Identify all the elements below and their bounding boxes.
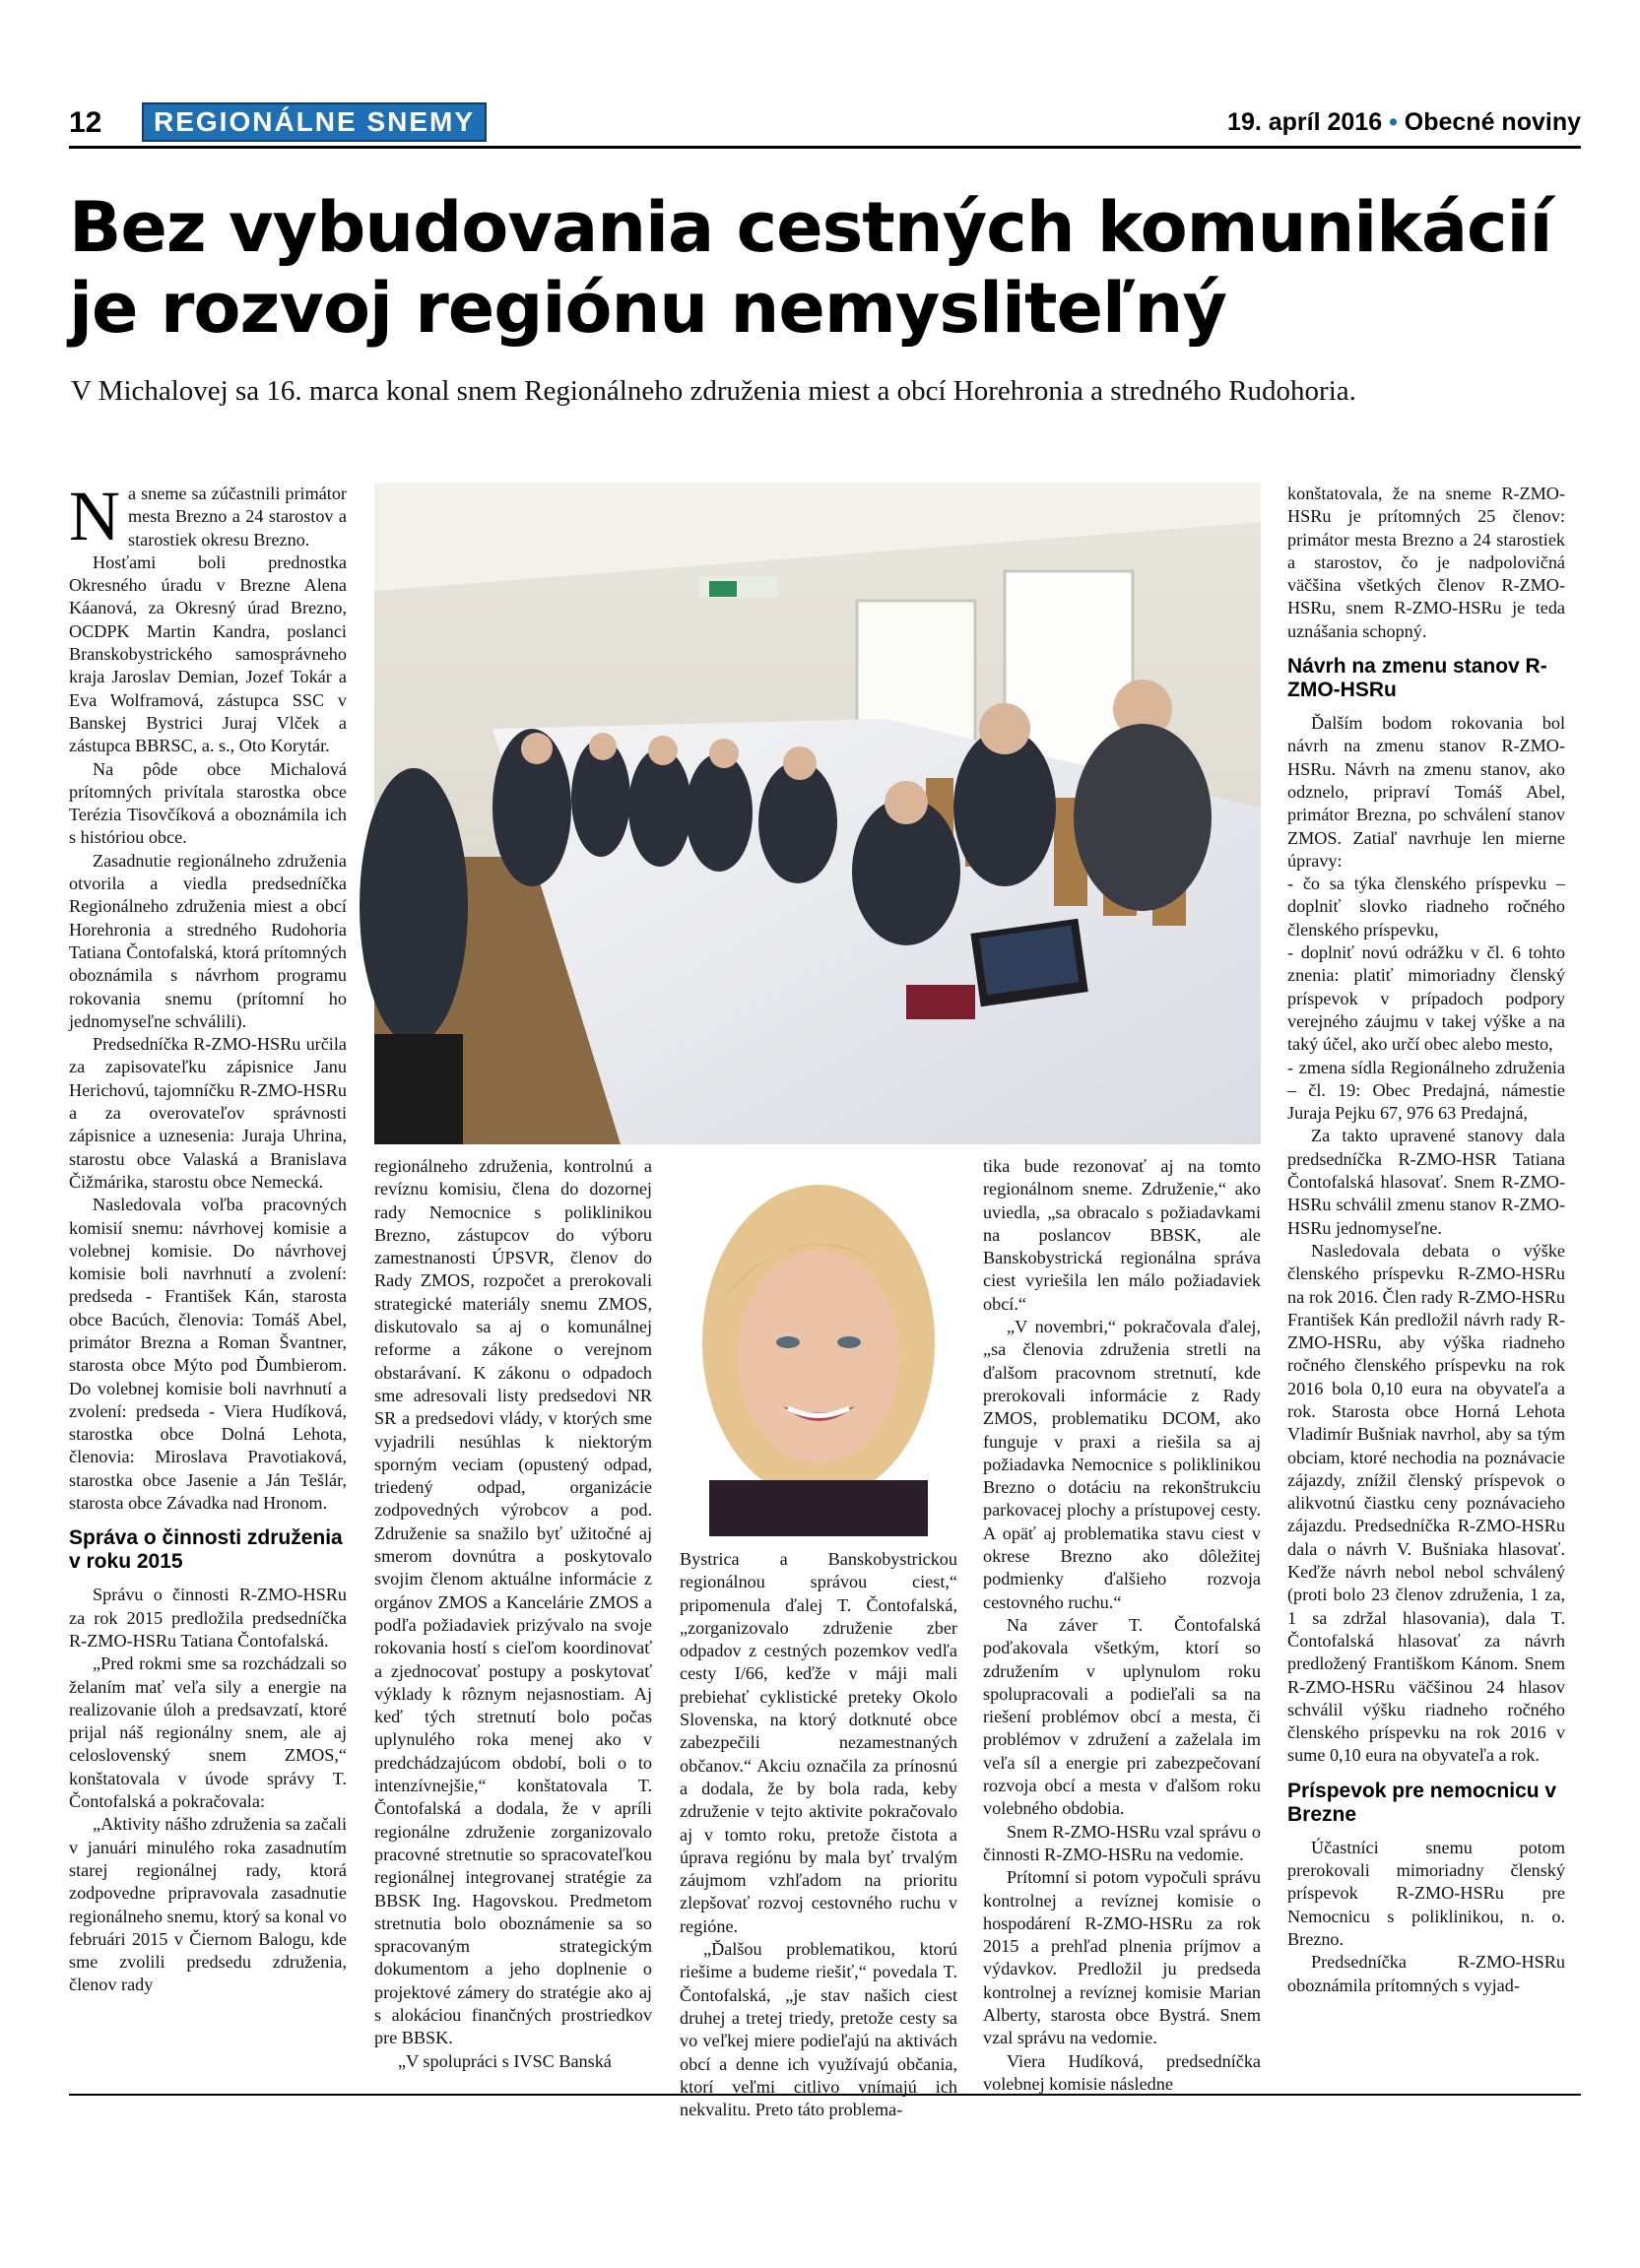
- list-item: - zmena sídla Regionálneho združenia – čl. 19: Obec Predajná, námestie Juraja Pejku 67, 976 63 Predajná,: [1287, 1057, 1565, 1124]
- subheading: Správa o činnosti združenia v roku 2015: [69, 1526, 343, 1574]
- date-text: 19. apríl 2016: [1227, 108, 1383, 136]
- paragraph: „V novembri,“ pokračovala ďalej, „sa členovia združenia stretli na ďalšom pracovnom stretnutí, kde prerokovali informácie z Rady ZMOS, problematiku DCOM, ako funguje v praxi a riešila sa aj požiadavka Nemocnice s poliklinikou Brezno o dotáciu na rekonštrukciu parkovacej plochy a prístupovej cesty. A opäť aj problematika stavu ciest v okrese Brezno ako dôležitej podmienky ďalšieho rozvoja cestovného ruchu.“: [983, 1317, 1261, 1612]
- page-number: 12: [69, 106, 102, 139]
- paragraph: konštatovala, že na sneme R-ZMO-HSRu je prítomných 25 členov: primátor mesta Brezno a 24 starostiek a starostov, čo je nadpolovičná väčšina všetkých členov R-ZMO-HSRu, snem R-ZMO-HSRu je teda uznášania schopný.: [1287, 484, 1565, 641]
- paragraph: Za takto upravené stanovy dala predsedníčka R-ZMO-HSR Tatiana Čontofalská hlasovať. Snem R-ZMO-HSRu schválil zmenu stanov R-ZMO-HSRu jednomyseľne.: [1287, 1126, 1565, 1238]
- paragraph: [69, 477, 347, 555]
- paragraph: „Ďalšou problematikou, ktorú riešime a budeme riešiť,“ povedala T. Čontofalská, „je stav našich ciest druhej a tretej triedy, pretože cesty sa vo veľkej miere podieľajú na aktivách obcí a denne ich využívajú občania, ktorí veľmi citlivo vnímajú ich nekvalitu. Preto táto problema-: [680, 1939, 957, 2120]
- separator-dot: •: [1389, 108, 1398, 136]
- list-item: - čo sa týka členského príspevku – doplniť slovko riadneho ročného členského príspevku,: [1287, 874, 1565, 940]
- paragraph: Zasadnutie regionálneho združenia otvorila a viedla predsedníčka Regionálneho združenia miest a obcí Horehronia a stredného Rudohoria Tatiana Čontofalská, ktorá prítomných oboznámila s návrhom programu rokovania snemu (prítomní ho jednomyseľne schválili).: [69, 850, 347, 1031]
- column-4: [983, 1155, 1261, 2094]
- issue-date: [1227, 108, 1581, 137]
- paragraph: Viera Hudíková, predsedníčka volebnej komisie následne: [983, 2050, 1261, 2094]
- footer-rule: [69, 2094, 1581, 2096]
- drop-cap: N: [69, 477, 120, 555]
- paragraph: Bystrica a Banskobystrickou regionálnou správou ciest,“ pripomenula ďalej T. Čontofalská, „zorganizovalo združenie zber odpadov z cestných pozemkov vedľa cesty I/66, keďže v máji mali prebiehať cyklistické preteky Okolo Slovenska, na ktorý dotknuté obce zabezpečili nezamestnaných občanov.“ Akciu označila za prínosnú a dodala, že by bola rada, keby združenie v tejto aktivite pokračovalo aj v tomto roku, pretože čistota a úprava regiónu by mala byť trvalým záujmom vzhľadom na prioritu zlepšovať rozvoj cestovného ruchu v regióne.: [680, 1549, 957, 1936]
- paragraph: „Pred rokmi sme sa rozchádzali so želaním mať veľa sily a energie na realizovanie úloh a predsavzatí, ktoré prijal náš regionálny snem, ale aj celoslovenský snem ZMOS,“ konštatovala v úvode správy T. Čontofalská a pokračovala:: [69, 1653, 347, 1812]
- paper-name: Obecné noviny: [1404, 108, 1581, 136]
- portrait-image: [680, 1155, 957, 1536]
- portrait-photo: [680, 1155, 957, 1536]
- meeting-photo-image: [374, 483, 1261, 1144]
- paragraph: Ďalším bodom rokovania bol návrh na zmenu stanov R-ZMO-HSRu. Návrh na zmenu stanov, ako odznelo, pripraví Tomáš Abel, primátor Brezna, po schválení stanov ZMOS. Zatiaľ navrhuje len mierne úpravy:: [1287, 713, 1565, 871]
- paragraph: Účastníci snemu potom prerokovali mimoriadny členský príspevok R-ZMO-HSRu pre Nemocnicu s poliklinikou, n. o. Brezno.: [1287, 1837, 1565, 1949]
- paragraph: Nasledovala debata o výške členského príspevku R-ZMO-HSRu na rok 2016. Člen rady R-ZMO-HSRu František Kán predložil návrh rady R-ZMO-HSRu, aby výška riadneho ročného členského príspevku na rok 2016 bola 0,10 eura na obyvateľa a rok. Starosta obce Horná Lehota Vladimír Bušniak navrhol, aby sa tým obciam, ktoré nechodia na poznávacie zájazdy, znížil členský príspevok o alikvotnú čiastku ceny poznávacieho zájazdu. Predsedníčka R-ZMO-HSRu dala o návrh V. Bušniaka hlasovať. Keďže návrh nebol nebol schválený (proti bolo 23 členov združenia, 1 za, 1 sa zdržal hlasovania), dala T. Čontofalská hlasovať za návrh predložený Františkom Kánom. Snem R-ZMO-HSRu väčšinou 24 hlasov schválil výšku riadneho ročného členského príspevku na rok 2016 v sume 0,10 eura na obyvateľa a rok.: [1287, 1240, 1565, 1766]
- column-5: [1287, 483, 1565, 2078]
- paragraph: Správu o činnosti R-ZMO-HSRu za rok 2015 predložila predsedníčka R-ZMO-HSRu Tatiana Čontofalská.: [69, 1585, 347, 1651]
- page-header: [69, 98, 1581, 149]
- paragraph: Na pôde obce Michalová prítomných privítala starostka obce Terézia Tisovčíková a oboznámila ich s históriou obce.: [69, 758, 347, 848]
- headline: Bez vybudovania cestných komunikácií je rozvoj regiónu nemysliteľný: [69, 187, 1552, 349]
- meeting-photo: [374, 483, 1261, 1144]
- column-3: [680, 1548, 957, 2120]
- paragraph: „Aktivity nášho združenia sa začali v januári minulého roka zasadnutím starej regionálnej rady, ktorá zodpovedne pripravovala zasadnutie regionálneho snemu, ktorý sa konal vo februári 2015 v Čiernom Balogu, kde sme zvolili predsedu združenia, členov rady: [69, 1814, 347, 1995]
- paragraph: Prítomní si potom vypočuli správu kontrolnej a revíznej komisie o hospodárení R-ZMO-HSRu za rok 2015 a prehľad plnenia príjmov a výdavkov. Predložil ju predseda kontrolnej a revíznej komisie Marian Alberty, starosta obce Bystrá. Snem vzal správu na vedomie.: [983, 1867, 1261, 2048]
- subheading: Príspevok pre nemocnicu v Brezne: [1287, 1779, 1557, 1826]
- paragraph: Snem R-ZMO-HSRu vzal správu o činnosti R-ZMO-HSRu na vedomie.: [983, 1821, 1261, 1864]
- list-item: - doplniť novú odrážku v čl. 6 tohto znenia: platiť mimoriadny členský príspevok v prípadoch podpory verejného záujmu v takej výške a na taký účel, ako určí obec alebo mesto,: [1287, 942, 1565, 1055]
- paragraph: Na záver T. Čontofalská poďakovala všetkým, ktorí so združením v uplynulom roku spolupracovali a podieľali sa na riešení problémov obcí a mesta, či problémov v združení a zaželala im veľa síl a energie pri zabezpečovaní rozvoja obcí a mesta v ďalšom roku volebného obdobia.: [983, 1614, 1261, 1819]
- lede: V Michalovej sa 16. marca konal snem Regionálneho združenia miest a obcí Horehronia a stredného Rudohoria.: [71, 375, 1356, 407]
- paragraph: Hosťami boli prednostka Okresného úradu v Brezne Alena Káanová, za Okresný úrad Brezno, OCDPK Martin Kandra, poslanci Branskobystrického samosprávneho kraja Jaroslav Demian, Jozef Tokár a Eva Wolframová, zástupca SSC v Banskej Bystrici Juraj Vlček a zástupca BBRSC, a. s., Oto Korytár.: [69, 551, 347, 756]
- paragraph: Predsedníčka R-ZMO-HSRu oboznámila prítomných s vyjad-: [1287, 1952, 1565, 1995]
- section-label: REGIONÁLNE SNEMY: [142, 102, 487, 142]
- paragraph: Nasledovala voľba pracovných komisií snemu: návrhovej komisie a volebnej komisie. Do návrhovej komisie boli navrhnutí a zvolení: predseda - František Kán, starosta obce Bacúch, členovia: Tomáš Abel, primátor Brezna a Roman Švantner, starosta obce Mýto pod Ďumbierom. Do volebnej komisie boli navrhnutí a zvolení: predseda - Viera Hudíková, starostka obce Dolná Lehota, členovia: Miroslava Pravotiaková, starostka obce Jasenie a Ján Tešlár, starosta obce Závadka nad Hronom.: [69, 1195, 347, 1514]
- paragraph: regionálneho združenia, kontrolnú a revíznu komisiu, člena do dozornej rady Nemocnice s poliklinikou Brezno, zástupcov do výboru zamestnanosti ÚPSVR, členov do Rady ZMOS, rozpočet a prerokovali strategické materiály snemu ZMOS, diskutovalo sa aj o komunálnej reforme a zákone o verejnom obstarávaní. K zákonu o odpadoch sme adresovali listy predsedovi NR SR a predsedovi vlády, v ktorých sme vyjadrili nesúhlas k niektorým sporným veciam (opustený odpad, triedený odpad, organizácie zodpovedných výrobcov a pod. Združenie sa snažilo byť užitočné aj smerom dovnútra a poskytovalo svojim členom aktuálne informácie z orgánov ZMOS a Kancelárie ZMOS a podľa požiadaviek prizývalo na svoje rokovania hostí s cieľom koordinovať a zjednocovať postupy a poskytovať výklady k rôznym nejasnostiam. Aj keď tých stretnutí bolo počas uplynulého roka menej ako v predchádzajúcom období, boli o to intenzívnejšie,“ konštatovala T. Čontofalská a dodala, že v apríli regionálne združenie zorganizovalo pracovné stretnutie so spracovateľkou regionálnej integrovanej stratégie za BBSK Ing. Hagovskou. Predmetom stretnutia bolo oboznámenie sa so spracovaným strategickým dokumentom a jeho doplnenie o projektové zámery do stratégie ako aj s alokáciou finančných prostriedkov pre BBSK.: [374, 1156, 652, 2048]
- paragraph: „V spolupráci s IVSC Banská: [398, 2050, 612, 2071]
- paragraph: Predsedníčka R-ZMO-HSRu určila za zapisovateľku zápisnice Janu Herichovú, tajomníčku R-ZMO-HSRu a za overovateľov správnosti zápisnice a uznesenia: Juraja Uhrina, starostu obce Valaská a Branislava Čižmárika, starostu obce Nemecká.: [69, 1034, 347, 1192]
- paragraph: tika bude rezonovať aj na tomto regionálnom sneme. Združenie,“ ako uviedla, „sa obracalo s požiadavkami na poslancov BBSK, ale Banskobystrická regionálna správa ciest vyriešila len málo požiadaviek obcí.“: [983, 1156, 1261, 1314]
- paragraph-text: a sneme sa zúčastnili primátor mesta Brezno a 24 starostov a starostiek okresu Brezno.: [128, 484, 347, 550]
- subheading: Návrh na zmenu stanov R-ZMO-HSRu: [1287, 655, 1547, 702]
- column-1: [69, 477, 347, 2078]
- column-2: [374, 1155, 652, 2081]
